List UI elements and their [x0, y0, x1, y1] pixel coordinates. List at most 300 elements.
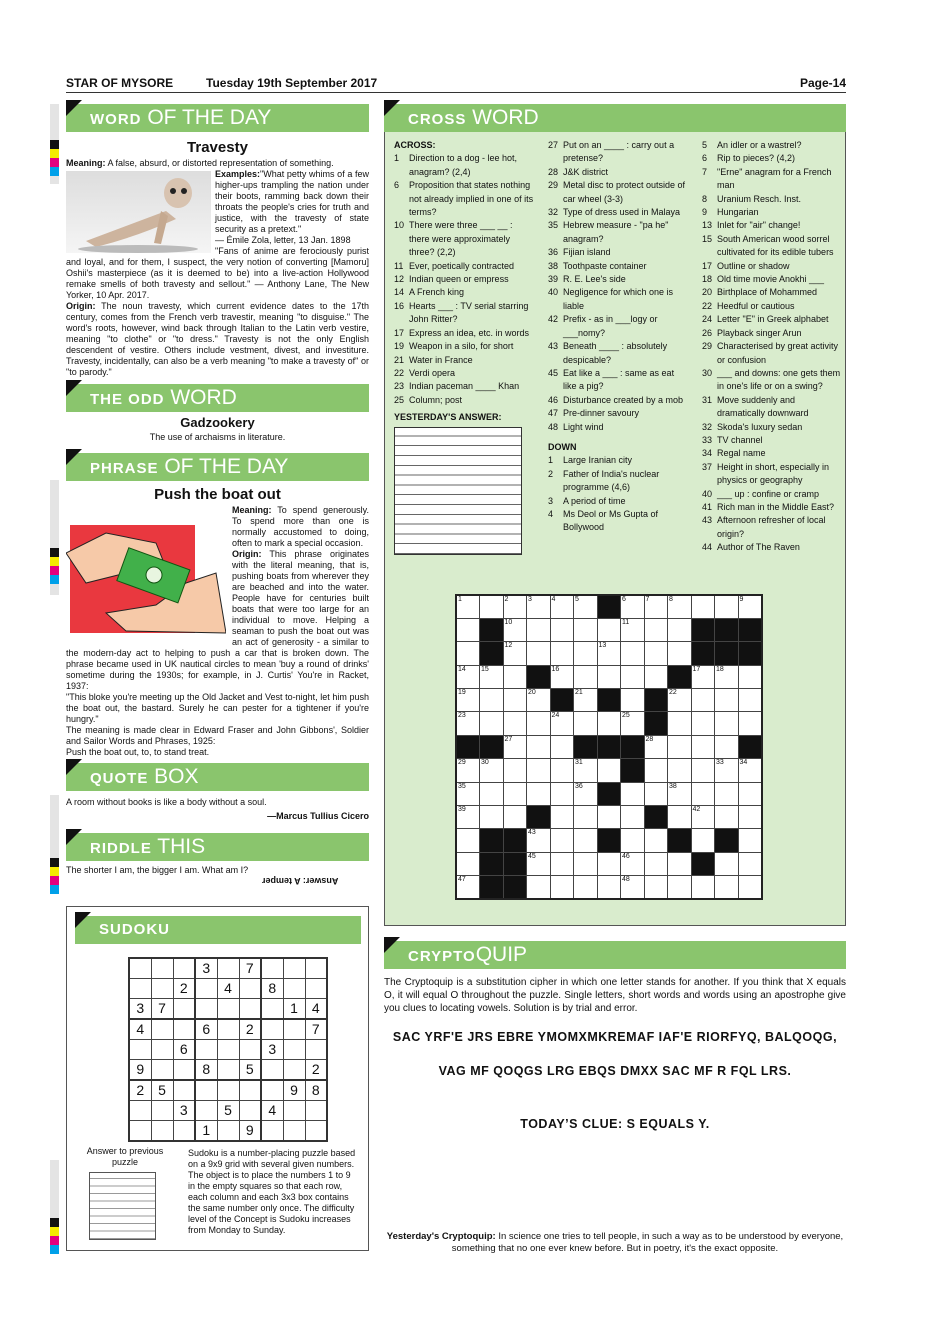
crossword-cell[interactable] [597, 618, 621, 641]
crossword-cell[interactable] [715, 806, 739, 829]
sudoku-cell[interactable] [261, 1080, 283, 1101]
sudoku-cell[interactable]: 4 [217, 979, 239, 999]
crossword-cell[interactable]: 18 [715, 665, 739, 688]
sudoku-cell[interactable] [129, 958, 151, 979]
sudoku-cell[interactable] [151, 1040, 173, 1060]
riddle-answer: Answer: A temper [262, 876, 339, 886]
crossword-cell[interactable] [550, 852, 574, 875]
black-square [597, 735, 621, 758]
black-square [503, 876, 527, 899]
sudoku-cell[interactable]: 4 [261, 1101, 283, 1121]
crossword-cell[interactable] [597, 759, 621, 782]
sudoku-cell[interactable]: 7 [305, 1019, 327, 1040]
sudoku-cell[interactable] [305, 1040, 327, 1060]
crossword-cell[interactable] [644, 759, 668, 782]
sudoku-cell[interactable]: 9 [129, 1060, 151, 1081]
crossword-cell[interactable] [715, 876, 739, 899]
crossword-cell[interactable]: 47 [456, 876, 480, 899]
sudoku-cell[interactable] [217, 1060, 239, 1081]
issue-date: Tuesday 19th September 2017 [206, 76, 378, 90]
black-square [621, 759, 645, 782]
sudoku-cell[interactable]: 7 [151, 999, 173, 1020]
crossword-cell[interactable] [503, 712, 527, 735]
sudoku-cell[interactable]: 9 [239, 1121, 261, 1142]
crossword-cell[interactable] [621, 689, 645, 712]
sudoku-cell[interactable] [283, 1060, 305, 1081]
crossword-cell[interactable] [597, 876, 621, 899]
sudoku-cell[interactable] [129, 1121, 151, 1142]
crossword-cell[interactable] [691, 735, 715, 758]
sudoku-cell[interactable] [283, 979, 305, 999]
sudoku-cell[interactable] [305, 1121, 327, 1142]
clue: 11 Ever, poetically contracted [394, 260, 515, 271]
sudoku-cell[interactable]: 5 [239, 1060, 261, 1081]
crossword-cell[interactable]: 5 [574, 595, 598, 618]
crossword-cell[interactable]: 45 [527, 852, 551, 875]
sudoku-cell[interactable] [239, 1080, 261, 1101]
crossword-cell[interactable] [644, 829, 668, 852]
clue: 35 Hebrew measure - "pa he" anagram? [548, 220, 669, 244]
crossword-cell[interactable] [527, 876, 551, 899]
sudoku-cell[interactable] [283, 1121, 305, 1142]
wotd-word: Travesty [187, 139, 248, 156]
black-square [480, 829, 504, 852]
crossword-cell[interactable] [527, 735, 551, 758]
crossword-cell[interactable]: 31 [574, 759, 598, 782]
clue: 27 Put on an ____ : carry out a pretense? [548, 140, 675, 164]
clue: 41 Rich man in the Middle East? [702, 501, 835, 512]
sudoku-cell[interactable]: 2 [305, 1060, 327, 1081]
black-square [597, 782, 621, 805]
crossword-cell[interactable]: 28 [644, 735, 668, 758]
crossword-cell[interactable] [691, 759, 715, 782]
crossword-cell[interactable]: 15 [480, 665, 504, 688]
crossword-cell[interactable] [644, 665, 668, 688]
sudoku-cell[interactable] [305, 958, 327, 979]
crossword-cell[interactable] [715, 595, 739, 618]
cryptoquip-yesterday: Yesterday's Cryptoquip: In science one tries to tell people, in such a way as to be understood by everyone, something that no one ever knew before. But in poetry, it's the exact opposite. [386, 1231, 844, 1254]
clue: 18 Old time movie Anokhi ___ [702, 274, 825, 285]
sudoku-cell[interactable] [151, 1060, 173, 1081]
color-marks [50, 548, 59, 584]
sudoku-cell[interactable] [173, 1121, 195, 1142]
black-square [644, 712, 668, 735]
clue: 40 ___ up : confine or cramp [702, 488, 820, 499]
clue: 45 Eat like a ___ : same as eat like a pig? [548, 367, 675, 392]
yesterday-grid [394, 427, 522, 555]
paper-name: STAR OF MYSORE [66, 76, 174, 90]
odd-header: THE ODD WORD [66, 384, 369, 412]
crossword-cell[interactable] [550, 759, 574, 782]
sudoku-cell[interactable] [283, 1019, 305, 1040]
black-square [527, 806, 551, 829]
crossword-cell[interactable] [550, 735, 574, 758]
crossword-cell[interactable] [527, 759, 551, 782]
sudoku-cell[interactable] [129, 1101, 151, 1121]
crossword-cell[interactable] [503, 806, 527, 829]
crossword-cell[interactable] [456, 642, 480, 665]
crossword-cell[interactable] [574, 876, 598, 899]
black-square [574, 735, 598, 758]
clue: 39 R. E. Lee's side [548, 274, 626, 285]
sudoku-cell[interactable] [239, 1040, 261, 1060]
cryptoquip-header: CRYPTOQUIP [384, 941, 846, 969]
clue: 23 Indian paceman ____ Khan [394, 381, 520, 392]
crossword-cell[interactable] [503, 759, 527, 782]
clue: 30 ___ and downs: one gets them in one's life or on a swing? [702, 367, 841, 392]
riddle-question: The shorter I am, the bigger I am. What am I? [66, 865, 249, 875]
crossword-cell[interactable]: 3 [527, 595, 551, 618]
crossword-cell[interactable]: 9 [738, 595, 762, 618]
sudoku-cell[interactable] [217, 958, 239, 979]
crossword-cell[interactable] [644, 618, 668, 641]
crossword-cell[interactable] [550, 829, 574, 852]
sudoku-cell[interactable] [151, 1019, 173, 1040]
crossword-cell[interactable] [715, 712, 739, 735]
crossword-cell[interactable] [738, 689, 762, 712]
crossword-cell[interactable] [738, 712, 762, 735]
crossword-cell[interactable] [715, 782, 739, 805]
crossword-cell[interactable] [621, 642, 645, 665]
crossword-cell[interactable]: 21 [574, 689, 598, 712]
clue: 25 Column; post [394, 394, 463, 405]
black-square [503, 852, 527, 875]
sudoku-cell[interactable] [305, 1101, 327, 1121]
sudoku-cell[interactable]: 3 [195, 958, 217, 979]
crossword-cell[interactable] [597, 806, 621, 829]
crossword-cell[interactable] [691, 876, 715, 899]
crossword-cell[interactable] [550, 806, 574, 829]
sudoku-cell[interactable]: 1 [195, 1121, 217, 1142]
crossword-cell[interactable] [550, 782, 574, 805]
wotd-header: WORD OF THE DAY [66, 104, 369, 132]
clue: 42 Prefix - as in ___logy or ___nomy? [548, 314, 658, 338]
clue: 31 Move suddenly and dramatically downward [702, 394, 809, 419]
crossword-cell[interactable] [574, 665, 598, 688]
phrase-title: Push the boat out [154, 486, 281, 503]
crossword-cell[interactable] [574, 829, 598, 852]
sudoku-cell[interactable] [195, 1040, 217, 1060]
cryptoquip-intro: The Cryptoquip is a substitution cipher in which one letter stands for another. If you think that X equals O, it will equal O throughout the puzzle. Single letters, short words and words using an apostrophe give you clues to locating vowels. Solution is by trial and error. [384, 977, 846, 1014]
clue: 38 Toothpaste container [548, 260, 647, 271]
crossword-cell[interactable]: 27 [503, 735, 527, 758]
clue: 2 Father of India's nuclear programme (4,6) [548, 468, 660, 493]
sudoku-cell[interactable] [283, 1040, 305, 1060]
phrase-illustration [66, 513, 226, 638]
quote-author: —Marcus Tullius Cicero [267, 811, 369, 821]
crossword-cell[interactable]: 22 [668, 689, 692, 712]
sudoku-cell[interactable]: 6 [173, 1040, 195, 1060]
sudoku-cell[interactable] [195, 979, 217, 999]
crossword-cell[interactable]: 19 [456, 689, 480, 712]
clue: 43 Beneath ____ : absolutely despicable? [548, 341, 668, 365]
crossword-cell[interactable]: 13 [597, 642, 621, 665]
crossword-cell[interactable] [668, 876, 692, 899]
clue: 14 A French king [394, 287, 465, 298]
crossword-cell[interactable]: 43 [527, 829, 551, 852]
clue: 44 Author of The Raven [702, 542, 800, 553]
sudoku-cell[interactable]: 8 [261, 979, 283, 999]
black-square [480, 852, 504, 875]
crossword-cell[interactable] [574, 806, 598, 829]
crossword-cell[interactable] [715, 735, 739, 758]
crossword-cell[interactable] [527, 642, 551, 665]
crossword-cell[interactable] [456, 618, 480, 641]
crossword-grid[interactable] [455, 594, 763, 900]
crossword-cell[interactable] [597, 852, 621, 875]
sudoku-cell[interactable]: 2 [129, 1080, 151, 1101]
clue: 28 J&K district [548, 166, 609, 177]
crossword-cell[interactable]: 10 [503, 618, 527, 641]
sudoku-prev-label: Answer to previous puzzle [86, 1146, 164, 1167]
sudoku-cell[interactable] [261, 999, 283, 1020]
crossword-cell[interactable] [668, 618, 692, 641]
sudoku-cell[interactable] [283, 1101, 305, 1121]
sudoku-cell[interactable]: 4 [305, 999, 327, 1020]
crossword-cell[interactable] [738, 876, 762, 899]
black-square [621, 735, 645, 758]
crossword-cell[interactable] [621, 806, 645, 829]
across-col-2: 27 Put on an ____ : carry out a pretense? 28 J&K district 29 Metal disc to protect outside of car wheel (3-3) 32 Type of dress used in Malaya 35 Hebrew measure - "pa he" anagram? 36 Fijian island 38 Toothpaste container 39 R. E. Lee's side 40 Negligence for which one is liable 42 Prefix - as in ___logy or ___nomy? 43 Beneath ____ : absolutely despicable? 45 Eat like a ___ : same as eat like a pig? 46 Disturbance created by a mob 47 Pre-dinner savoury 48 Light wind DOWN 1 Large Iranian city 2 Father of India's nuclear programme (4,6) 3 A period of time 4 Ms Deol or Ms Gupta of Bollywood [548, 139, 698, 535]
crossword-cell[interactable] [550, 876, 574, 899]
crossword-cell[interactable] [480, 689, 504, 712]
sudoku-cell[interactable] [239, 1101, 261, 1121]
crossword-cell[interactable]: 1 [456, 595, 480, 618]
crossword-cell[interactable] [668, 735, 692, 758]
phrase-header: PHRASE OF THE DAY [66, 453, 369, 481]
crossword-cell[interactable]: 16 [550, 665, 574, 688]
crossword-cell[interactable]: 23 [456, 712, 480, 735]
crossword-cell[interactable] [668, 712, 692, 735]
sudoku-cell[interactable] [217, 1080, 239, 1101]
sudoku-cell[interactable] [173, 1019, 195, 1040]
crossword-cell[interactable] [550, 618, 574, 641]
crossword-cell[interactable] [738, 665, 762, 688]
crossword-cell[interactable]: 20 [527, 689, 551, 712]
crossword-cell[interactable] [691, 712, 715, 735]
crossword-cell[interactable] [715, 852, 739, 875]
crossword-cell[interactable]: 11 [621, 618, 645, 641]
crossword-cell[interactable]: 17 [691, 665, 715, 688]
crossword-cell[interactable] [550, 642, 574, 665]
black-square [597, 829, 621, 852]
crossword-cell[interactable]: 7 [644, 595, 668, 618]
crossword-cell[interactable] [527, 782, 551, 805]
sudoku-cell[interactable] [217, 1019, 239, 1040]
sudoku-prev-answer [89, 1172, 156, 1240]
sudoku-cell[interactable]: 3 [129, 999, 151, 1020]
crossword-cell[interactable] [621, 829, 645, 852]
crossword-cell[interactable]: 39 [456, 806, 480, 829]
black-square [527, 665, 551, 688]
sudoku-cell[interactable] [151, 1101, 173, 1121]
crossword-cell[interactable]: 35 [456, 782, 480, 805]
clue: 29 Metal disc to protect outside of car wheel (3-3) [548, 180, 686, 204]
crossword-cell[interactable]: 6 [621, 595, 645, 618]
crossword-cell[interactable]: 33 [715, 759, 739, 782]
sudoku-cell[interactable] [173, 999, 195, 1020]
clue: 43 Afternoon refresher of local origin? [702, 515, 826, 539]
phrase-body: Meaning: To spend generously. To spend more than one is normally accustomed to doing, often to mark a special occasion. Origin: This phrase originates with the literal meaning, that is, pushing boats from wherever they are beached and into the water. People have for centuries built boats that were too large for an individual to move. Helping a seaman to push the boat out was an act of generosity - a similar to the modern-day act to helping to push a car that is broken down. The phrase became used in UK nautical circles to mean 'buy a round of drinks' sometime during the 1930s; for example, in J. Curtis' You're in Racket, 1937: "This bloke you're meeting up the Old Jacket and Vest to-night, let him push the boat out, the bastard. Surely he can pester for a tightener if you're hungry." The meaning is made clear in Edward Fraser and John Gibbons', Soldier and Sailor Words and Phrases, 1925: Push the boat out, to, to stand treat. [66, 505, 369, 757]
clue: 36 Fijian island [548, 247, 611, 258]
crossword-cell[interactable] [738, 852, 762, 875]
sudoku-cell[interactable]: 3 [173, 1101, 195, 1121]
crossword-cell[interactable] [621, 665, 645, 688]
sudoku-cell[interactable]: 5 [151, 1080, 173, 1101]
quote-header: QUOTE BOX [66, 763, 369, 791]
clue: 6 Proposition that states nothing not already implied in one of its terms? [394, 180, 534, 218]
black-square [480, 642, 504, 665]
sudoku-cell[interactable]: 7 [239, 958, 261, 979]
sudoku-cell[interactable] [283, 958, 305, 979]
sudoku-cell[interactable] [151, 1121, 173, 1142]
clue: 40 Negligence for which one is liable [548, 287, 674, 311]
sudoku-cell[interactable]: 4 [129, 1019, 151, 1040]
black-square [550, 689, 574, 712]
sudoku-cell[interactable] [151, 958, 173, 979]
sudoku-cell[interactable] [261, 1060, 283, 1081]
crossword-cell[interactable]: 12 [503, 642, 527, 665]
down-col-3 [702, 139, 844, 555]
quote-text: A room without books is like a body without a soul. [66, 797, 267, 807]
crossword-cell[interactable]: 25 [621, 712, 645, 735]
crossword-cell[interactable] [527, 618, 551, 641]
black-square [738, 735, 762, 758]
crossword-cell[interactable] [597, 665, 621, 688]
sudoku-cell[interactable]: 9 [283, 1080, 305, 1101]
crossword-cell[interactable] [480, 595, 504, 618]
clue: 12 Indian queen or empress [394, 274, 509, 285]
clue: 32 Skoda's luxury sedan [702, 421, 803, 432]
crossword-cell[interactable] [574, 642, 598, 665]
clue: 48 Light wind [548, 421, 604, 432]
sudoku-cell[interactable]: 6 [195, 1019, 217, 1040]
crossword-cell[interactable] [503, 689, 527, 712]
crossword-cell[interactable]: 36 [574, 782, 598, 805]
sudoku-header: SUDOKU [75, 916, 361, 944]
crossword-cell[interactable]: 30 [480, 759, 504, 782]
clue: 3 A period of time [548, 495, 626, 506]
sudoku-cell[interactable] [239, 999, 261, 1020]
sudoku-cell[interactable] [239, 979, 261, 999]
crossword-cell[interactable] [691, 829, 715, 852]
crossword-cell[interactable] [503, 665, 527, 688]
sudoku-cell[interactable]: 8 [195, 1060, 217, 1081]
sudoku-cell[interactable] [173, 1080, 195, 1101]
crossword-cell[interactable] [738, 806, 762, 829]
sudoku-cell[interactable]: 3 [261, 1040, 283, 1060]
crossword-cell[interactable]: 29 [456, 759, 480, 782]
clue: 22 Heedful or cautious [702, 300, 795, 311]
sudoku-grid[interactable] [128, 957, 328, 1142]
black-square [691, 618, 715, 641]
crossword-cell[interactable] [644, 852, 668, 875]
page-header [66, 76, 846, 92]
crossword-cell[interactable]: 4 [550, 595, 574, 618]
sudoku-cell[interactable] [261, 1121, 283, 1142]
crossword-cell[interactable]: 48 [621, 876, 645, 899]
crossword-cell[interactable] [644, 782, 668, 805]
crossword-cell[interactable] [480, 712, 504, 735]
crossword-cell[interactable]: 24 [550, 712, 574, 735]
crossword-cell[interactable] [456, 852, 480, 875]
clue: 15 South American wood sorrel cultivated for its edible tubers [702, 233, 834, 258]
sudoku-cell[interactable] [195, 1080, 217, 1101]
crossword-cell[interactable] [668, 806, 692, 829]
black-square [738, 642, 762, 665]
page-number: Page-14 [799, 76, 846, 90]
crossword-cell[interactable]: 38 [668, 782, 692, 805]
sudoku-cell[interactable] [305, 979, 327, 999]
crossword-cell[interactable]: 14 [456, 665, 480, 688]
sudoku-cell[interactable] [261, 1019, 283, 1040]
crossword-cell[interactable]: 46 [621, 852, 645, 875]
sudoku-cell[interactable]: 8 [305, 1080, 327, 1101]
crossword-cell[interactable] [668, 759, 692, 782]
sudoku-cell[interactable] [173, 1060, 195, 1081]
odd-word: Gadzookery [180, 415, 255, 430]
crossword-cell[interactable] [738, 829, 762, 852]
crossword-cell[interactable] [480, 782, 504, 805]
black-square [715, 829, 739, 852]
crossword-cell[interactable]: 8 [668, 595, 692, 618]
sudoku-cell[interactable]: 2 [239, 1019, 261, 1040]
crossword-cell[interactable] [691, 595, 715, 618]
crossword-cell[interactable] [597, 712, 621, 735]
crossword-cell[interactable] [644, 642, 668, 665]
sudoku-cell[interactable] [129, 1040, 151, 1060]
sudoku-cell[interactable] [173, 958, 195, 979]
sudoku-cell[interactable]: 2 [173, 979, 195, 999]
sudoku-cell[interactable] [217, 1040, 239, 1060]
crossword-cell[interactable] [503, 782, 527, 805]
header-rule [66, 92, 846, 93]
crossword-cell[interactable] [715, 689, 739, 712]
sudoku-cell[interactable] [129, 979, 151, 999]
cryptoquip-clue: TODAY’S CLUE: S EQUALS Y. [520, 1117, 710, 1131]
crossword-cell[interactable] [574, 712, 598, 735]
crossword-cell[interactable] [574, 618, 598, 641]
crossword-cell[interactable] [621, 782, 645, 805]
crossword-cell[interactable] [574, 852, 598, 875]
sudoku-cell[interactable] [151, 979, 173, 999]
crossword-cell[interactable]: 2 [503, 595, 527, 618]
crossword-cell[interactable] [644, 876, 668, 899]
sudoku-cell[interactable]: 1 [283, 999, 305, 1020]
clue: 26 Playback singer Arun [702, 327, 802, 338]
sudoku-cell[interactable] [195, 1101, 217, 1121]
black-square [691, 642, 715, 665]
crossword-cell[interactable]: 42 [691, 806, 715, 829]
crossword-cell[interactable] [691, 689, 715, 712]
crossword-cell[interactable] [691, 782, 715, 805]
sudoku-cell[interactable]: 5 [217, 1101, 239, 1121]
crossword-cell[interactable] [480, 806, 504, 829]
crossword-cell[interactable] [738, 782, 762, 805]
clue: 47 Pre-dinner savoury [548, 408, 640, 419]
crossword-cell[interactable] [527, 712, 551, 735]
crossword-cell[interactable] [668, 642, 692, 665]
crossword-cell[interactable] [668, 852, 692, 875]
sudoku-cell[interactable] [217, 1121, 239, 1142]
wotd-photo [66, 171, 211, 253]
crossword-cell[interactable] [456, 829, 480, 852]
sudoku-cell[interactable] [261, 958, 283, 979]
sudoku-cell[interactable] [217, 999, 239, 1020]
clue: 19 Weapon in a silo, for short [394, 341, 514, 352]
crossword-cell[interactable]: 34 [738, 759, 762, 782]
sudoku-cell[interactable] [195, 999, 217, 1020]
